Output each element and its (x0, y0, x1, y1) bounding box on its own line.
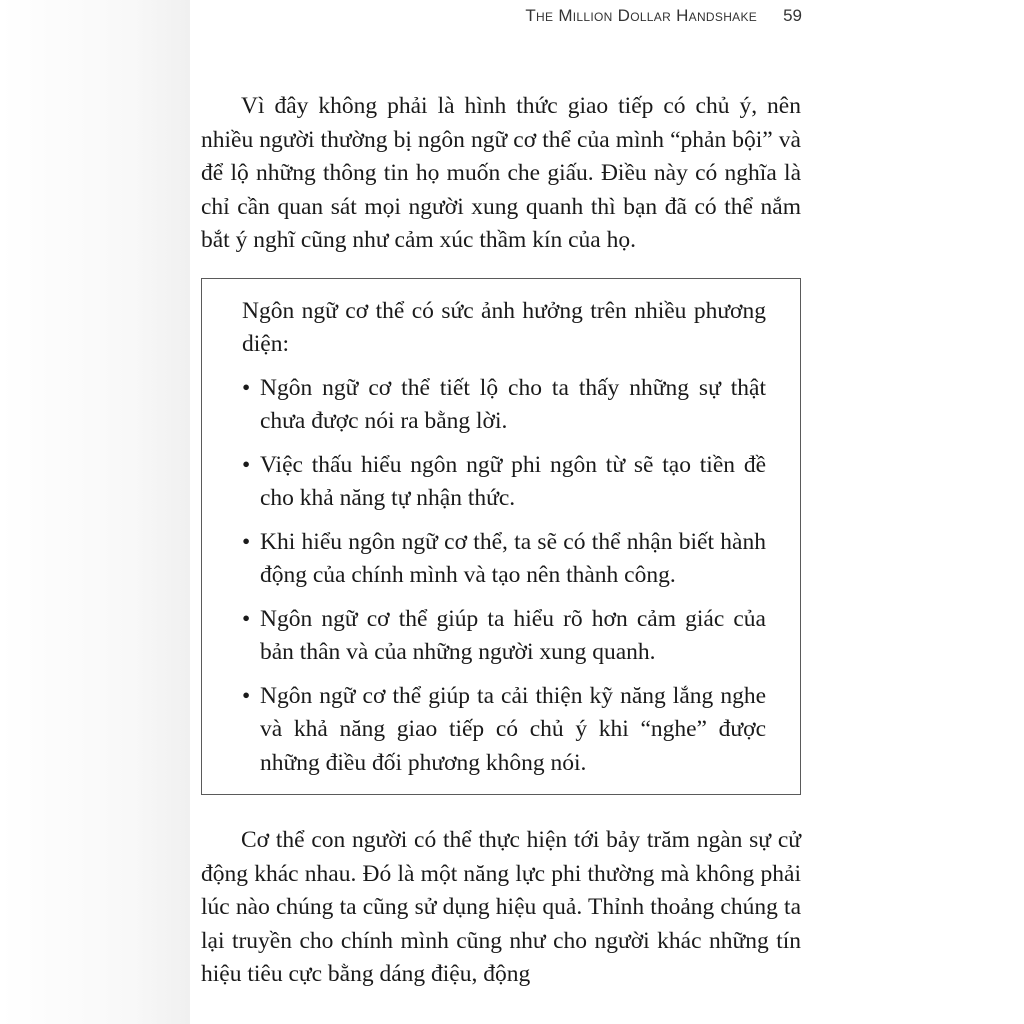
list-item-text: Việc thấu hiểu ngôn ngữ phi ngôn từ sẽ tạo tiền đề cho khả năng tự nhận thức. (260, 451, 766, 511)
list-item (242, 372, 766, 439)
bullet-icon: • (242, 682, 251, 709)
bullet-icon: • (242, 374, 251, 401)
body-paragraph-1: Vì đây không phải là hình thức giao tiếp có chủ ý, nên nhiều người thường bị ngôn ngữ cơ thể của mình “phản bội” và để lộ những thông tin họ muốn che giấu. Điều này có nghĩa là chỉ cần quan sát mọi người xung quanh thì bạn đã có thể nắm bắt ý nghĩ cũng như cảm xúc thầm kín của họ. (201, 93, 801, 253)
callout-list (242, 372, 766, 781)
list-item (242, 603, 766, 670)
page-number: 59 (783, 6, 802, 25)
list-item-text: Ngôn ngữ cơ thể tiết lộ cho ta thấy những sự thật chưa được nói ra bằng lời. (260, 374, 766, 434)
page-body (201, 90, 801, 992)
page-header (525, 6, 802, 26)
bullet-icon: • (242, 528, 251, 555)
list-item (242, 449, 766, 516)
bullet-icon: • (242, 451, 251, 478)
callout-intro: Ngôn ngữ cơ thể có sức ảnh hưởng trên nhiều phương diện: (242, 297, 766, 357)
bullet-icon: • (242, 605, 251, 632)
running-title: The Million Dollar Handshake (525, 6, 758, 25)
list-item-text: Khi hiểu ngôn ngữ cơ thể, ta sẽ có thể nhận biết hành động của chính mình và tạo nên thành công. (260, 528, 766, 588)
page-gutter-shade (0, 0, 190, 1024)
list-item-text: Ngôn ngữ cơ thể giúp ta cải thiện kỹ năng lắng nghe và khả năng giao tiếp có chủ ý khi “nghe” được những điều đối phương không nói. (260, 682, 766, 776)
list-item (242, 526, 766, 593)
list-item-text: Ngôn ngữ cơ thể giúp ta hiểu rõ hơn cảm giác của bản thân và của những người xung quanh. (260, 605, 766, 665)
callout-box (201, 278, 801, 796)
list-item (242, 680, 766, 781)
body-paragraph-2: Cơ thể con người có thể thực hiện tới bảy trăm ngàn sự cử động khác nhau. Đó là một năng lực phi thường mà không phải lúc nào chúng ta cũng sử dụng hiệu quả. Thỉnh thoảng chúng ta lại truyền cho chính mình cũng như cho người khác những tín hiệu tiêu cực bằng dáng điệu, động (201, 827, 801, 987)
